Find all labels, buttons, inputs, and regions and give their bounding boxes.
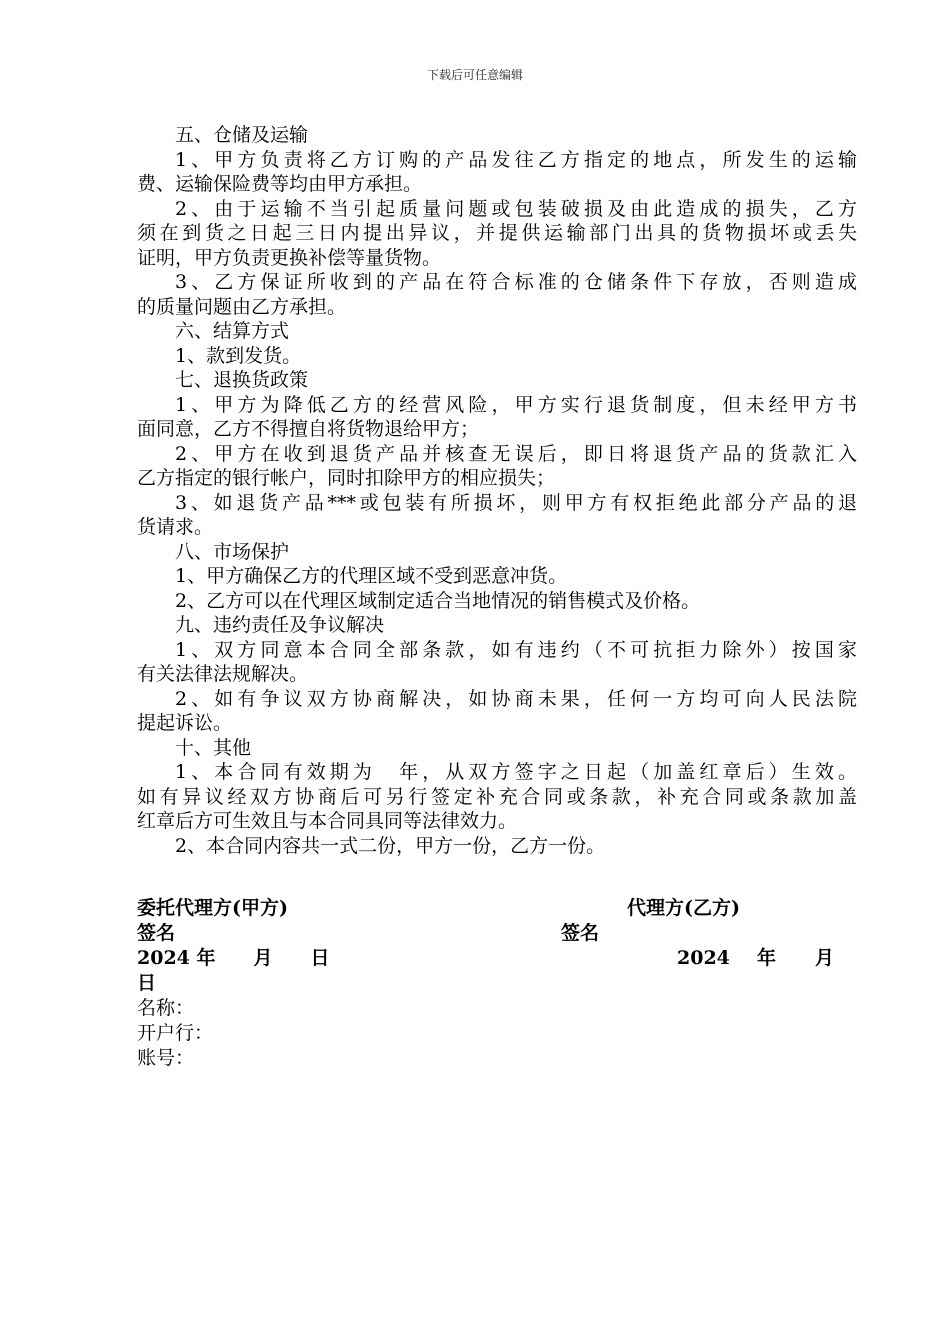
bank-label: 开户行： [137,1022,214,1044]
party-a-label: 委托代理方(甲方) [137,897,288,919]
sign-a-label: 签名 [137,922,176,944]
date-b-ri: 日 [137,972,157,994]
paragraph-line: 1、甲方为降低乙方的经营风险，甲方实行退货制度，但未经甲方书 [175,393,857,416]
info-name-row [137,996,857,1020]
date-b-nian: 年 [757,947,777,969]
signature-sign-row [137,921,857,945]
paragraph-line: 费、运输保险费等均由甲方承担。 [137,173,423,195]
info-account-row [137,1046,857,1070]
paragraph-line: 1、甲方确保乙方的代理区域不受到恶意冲货。 [175,565,568,587]
page-header: 下载后可任意编辑 [426,68,523,82]
paragraph-line: 如有异议经双方协商后可另行签定补充合同或条款，补充合同或条款加盖 [137,785,857,808]
paragraph-line: 货请求。 [137,516,214,538]
paragraph-line: 须在到货之日起三日内提出异议，并提供运输部门出具的货物损坏或丢失 [137,222,857,244]
paragraph-line: 2、甲方在收到退货产品并核查无误后，即日将退货产品的货款汇入 [175,442,857,465]
paragraph-line: 3、如退货产品***或包装有所损坏，则甲方有权拒绝此部分产品的退 [175,491,857,514]
account-label: 账号： [137,1047,195,1069]
paragraph-line: 1、双方同意本合同全部条款，如有违约（不可抗拒力除外）按国家 [175,638,857,661]
paragraph-line: 乙方指定的银行帐户，同时扣除甲方的相应损失； [137,467,556,489]
section-heading-storage: 五、仓储及运输 [175,124,309,146]
paragraph-line: 有关法律法规解决。 [137,663,309,685]
signature-date-row [137,946,857,970]
section-heading-settlement: 六、结算方式 [175,320,290,342]
date-b-year: 2024 [677,947,730,969]
date-a: 2024 年 月 日 [137,947,330,969]
paragraph-line: 2、乙方可以在代理区域制定适合当地情况的销售模式及价格。 [175,589,701,612]
paragraph-line: 1、甲方负责将乙方订购的产品发往乙方指定的地点，所发生的运输 [175,148,857,171]
paragraph-line: 证明，甲方负责更换补偿等量货物。 [137,246,442,269]
section-heading-liability: 九、违约责任及争议解决 [175,614,385,636]
sign-b-label: 签名 [561,922,600,944]
signature-party-row [137,896,857,920]
paragraph-line: 2、如有争议双方协商解决，如协商未果，任何一方均可向人民法院 [175,687,857,710]
info-bank-row [137,1021,857,1045]
signature-day-wrap [137,971,857,995]
paragraph-line: 3、乙方保证所收到的产品在符合标准的仓储条件下存放，否则造成 [175,271,857,293]
paragraph-line: 1、款到发货。 [175,344,302,367]
paragraph-line: 1、本合同有效期为 年，从双方签字之日起（加盖红章后）生效。 [175,761,857,783]
name-label: 名称： [137,997,195,1019]
contract-body [137,123,857,858]
section-heading-returns: 七、退换货政策 [175,369,309,391]
paragraph-line: 红章后方可生效且与本合同具同等法律效力。 [137,810,518,832]
paragraph-line: 2、本合同内容共一式二份，甲方一份，乙方一份。 [175,834,606,857]
paragraph-line: 2、由于运输不当引起质量问题或包装破损及由此造成的损失，乙方 [175,197,857,220]
section-heading-market: 八、市场保护 [175,540,290,563]
paragraph-line: 提起诉讼。 [137,712,233,734]
date-b-yue: 月 [815,947,835,969]
party-b-label: 代理方(乙方) [627,897,740,919]
paragraph-line: 面同意，乙方不得擅自将货物退给甲方； [137,418,480,440]
section-heading-other: 十、其他 [175,736,252,759]
paragraph-line: 的质量问题由乙方承担。 [137,295,347,318]
